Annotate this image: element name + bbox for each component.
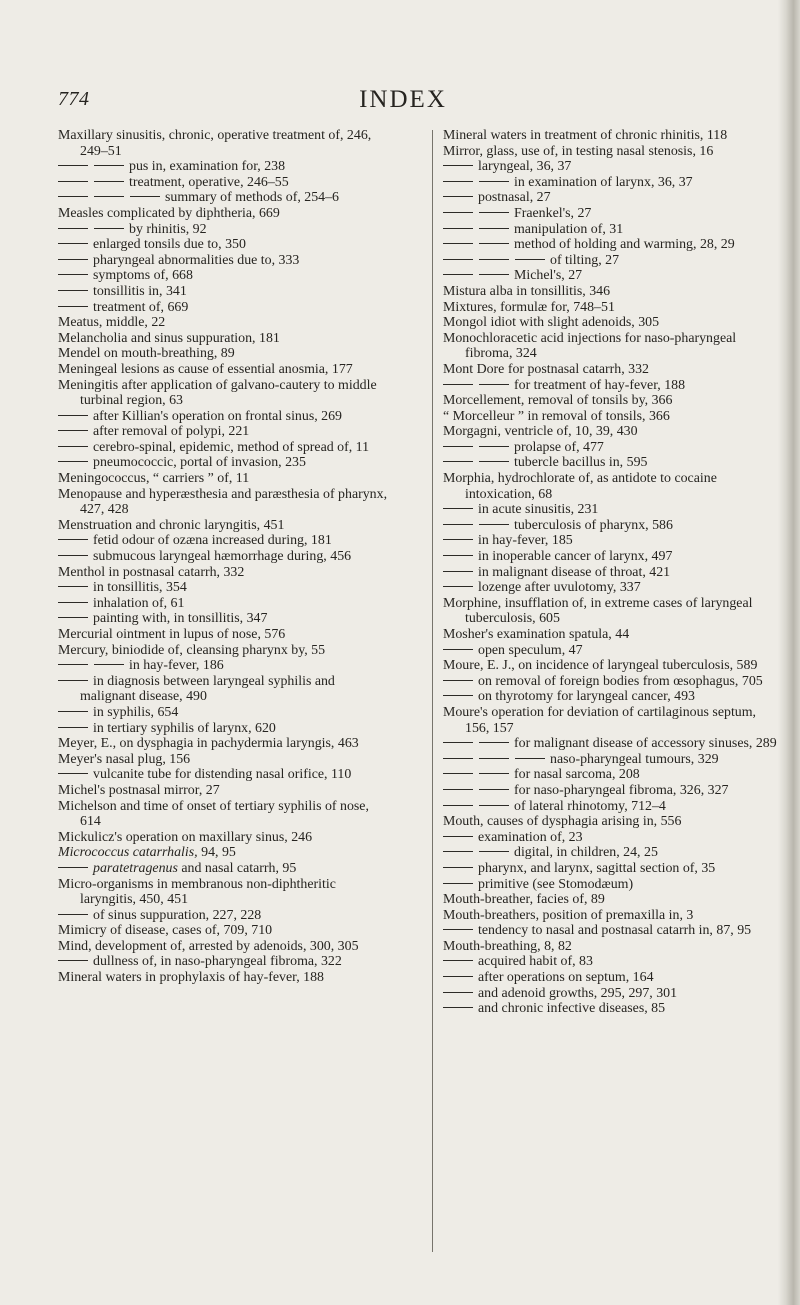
continuation-dash bbox=[94, 165, 124, 166]
index-entry bbox=[443, 378, 778, 394]
continuation-dash bbox=[58, 243, 88, 244]
continuation-dash bbox=[443, 524, 473, 525]
continuation-dash bbox=[58, 602, 88, 603]
index-entry-text: tuberculosis of pharynx, 586 bbox=[514, 517, 673, 533]
index-entry-text: painting with, in tonsillitis, 347 bbox=[93, 611, 268, 627]
index-entry bbox=[58, 237, 393, 253]
index-entry-text: Melancholia and sinus suppuration, 181 bbox=[58, 330, 280, 346]
continuation-dash bbox=[58, 290, 88, 291]
index-entry-text: in tertiary syphilis of larynx, 620 bbox=[93, 720, 276, 736]
index-entry-text: method of holding and warming, 28, 29 bbox=[514, 237, 735, 253]
continuation-dash bbox=[479, 758, 509, 759]
index-entry bbox=[58, 736, 393, 752]
index-entry bbox=[58, 128, 393, 159]
continuation-dash bbox=[479, 805, 509, 806]
index-entry-text: Monochloracetic acid injections for naso-pharyngeal fibroma, 324 bbox=[443, 330, 737, 362]
index-entry-text: Morphine, insufflation of, in extreme cases of laryngeal tuberculosis, 605 bbox=[443, 595, 753, 627]
index-entry bbox=[58, 222, 393, 238]
continuation-dash bbox=[58, 727, 88, 728]
index-entry bbox=[443, 705, 778, 736]
continuation-dash bbox=[443, 695, 473, 696]
index-entry bbox=[443, 440, 778, 456]
index-entry-text: of sinus suppuration, 227, 228 bbox=[93, 907, 262, 923]
continuation-dash bbox=[443, 758, 473, 759]
continuation-dash bbox=[479, 212, 509, 213]
index-entry bbox=[58, 783, 393, 799]
continuation-dash bbox=[58, 306, 88, 307]
index-entry bbox=[443, 315, 778, 331]
index-entry-text: and adenoid growths, 295, 297, 301 bbox=[478, 985, 678, 1001]
index-entry bbox=[58, 799, 393, 830]
index-entry-text: Mercurial ointment in lupus of nose, 576 bbox=[58, 627, 286, 642]
index-entry-text: pharyngeal abnormalities due to, 333 bbox=[93, 252, 300, 268]
continuation-dash bbox=[443, 274, 473, 275]
index-entry-text: by rhinitis, 92 bbox=[129, 221, 207, 237]
index-entry-text: Menopause and hyperæsthesia and paræsthesia of pharynx, 427, 428 bbox=[58, 486, 388, 518]
index-entry-text: dullness of, in naso-pharyngeal fibroma, 322 bbox=[93, 954, 342, 970]
index-entry-text: vulcanite tube for distending nasal orifice, 110 bbox=[93, 767, 352, 783]
index-entry bbox=[58, 300, 393, 316]
index-entry bbox=[443, 284, 778, 300]
continuation-dash bbox=[58, 228, 88, 229]
index-entry bbox=[58, 861, 393, 877]
index-entry-text: Mineral waters in treatment of chronic rhinitis, 118 bbox=[443, 128, 728, 143]
index-entry-text: tendency to nasal and postnasal catarrh in, 87, 95 bbox=[478, 923, 752, 939]
index-entry bbox=[58, 923, 393, 939]
page-header bbox=[58, 86, 748, 116]
index-entry bbox=[443, 658, 778, 674]
continuation-dash bbox=[443, 586, 473, 587]
index-entry-text: in tonsillitis, 354 bbox=[93, 580, 187, 596]
index-entry bbox=[58, 627, 393, 643]
continuation-dash bbox=[58, 415, 88, 416]
index-entry-text: Mixtures, formulæ for, 748–51 bbox=[443, 299, 615, 315]
index-entry bbox=[58, 752, 393, 768]
continuation-dash bbox=[479, 274, 509, 275]
index-entry-text: prolapse of, 477 bbox=[514, 439, 604, 455]
index-entry bbox=[443, 783, 778, 799]
index-entry bbox=[58, 455, 393, 471]
index-entry-text: in hay-fever, 186 bbox=[129, 658, 224, 674]
continuation-dash bbox=[58, 274, 88, 275]
index-entry bbox=[58, 409, 393, 425]
index-entry bbox=[443, 175, 778, 191]
index-entry-text: Mirror, glass, use of, in testing nasal stenosis, 16 bbox=[443, 143, 714, 159]
index-entry-text: Mercury, biniodide of, cleansing pharynx by, 55 bbox=[58, 642, 326, 658]
index-entry-text: pharynx, and larynx, sagittal section of, 35 bbox=[478, 860, 716, 876]
index-entry bbox=[443, 331, 778, 362]
index-entry bbox=[58, 268, 393, 284]
index-entry-text: for malignant disease of accessory sinuses, 289 bbox=[514, 736, 777, 752]
continuation-dash bbox=[58, 446, 88, 447]
index-entry-text: Micro-organisms in membranous non-diphtheritic laryngitis, 450, 451 bbox=[58, 876, 336, 908]
continuation-dash bbox=[443, 680, 473, 681]
index-entry bbox=[58, 674, 393, 705]
index-entry bbox=[443, 253, 778, 269]
index-entry bbox=[443, 814, 778, 830]
index-entry-text: Mineral waters in prophylaxis of hay-fever, 188 bbox=[58, 970, 324, 986]
index-entry bbox=[443, 845, 778, 861]
index-entry-text: Meyer, E., on dysphagia in pachydermia laryngis, 463 bbox=[58, 736, 359, 752]
index-entry bbox=[58, 346, 393, 362]
index-entry bbox=[443, 689, 778, 705]
index-entry-text: acquired habit of, 83 bbox=[478, 954, 593, 970]
continuation-dash bbox=[515, 259, 545, 260]
continuation-dash bbox=[443, 384, 473, 385]
index-entry bbox=[443, 799, 778, 815]
index-entry bbox=[58, 175, 393, 191]
continuation-dash bbox=[58, 539, 88, 540]
continuation-dash bbox=[58, 196, 88, 197]
index-entry bbox=[443, 424, 778, 440]
continuation-dash bbox=[479, 446, 509, 447]
index-entry bbox=[443, 300, 778, 316]
index-entry bbox=[443, 970, 778, 986]
index-entry bbox=[443, 736, 778, 752]
continuation-dash bbox=[94, 196, 124, 197]
index-entry bbox=[58, 518, 393, 534]
index-entry bbox=[58, 378, 393, 409]
index-entry-text: Mosher's examination spatula, 44 bbox=[443, 627, 630, 642]
index-entry-italic: paratetragenus bbox=[93, 860, 178, 876]
index-entry-text: manipulation of, 31 bbox=[514, 221, 624, 237]
index-entry-text: Michelson and time of onset of tertiary syphilis of nose, 614 bbox=[58, 798, 369, 830]
continuation-dash bbox=[479, 243, 509, 244]
index-entry bbox=[443, 362, 778, 378]
continuation-dash bbox=[94, 228, 124, 229]
index-entry-text: treatment of, 669 bbox=[93, 299, 189, 315]
index-entry-text: pneumococcic, portal of invasion, 235 bbox=[93, 455, 306, 471]
index-entry bbox=[443, 565, 778, 581]
index-entry bbox=[443, 627, 778, 643]
index-entry bbox=[443, 144, 778, 160]
continuation-dash bbox=[479, 773, 509, 774]
index-entry bbox=[443, 159, 778, 175]
index-entry-text: Moure's operation for deviation of cartilaginous septum, 156, 157 bbox=[443, 704, 757, 736]
index-entry-text: Maxillary sinusitis, chronic, operative treatment of, 246, 249–51 bbox=[58, 128, 372, 159]
index-entry bbox=[58, 424, 393, 440]
index-entry-text: of tilting, 27 bbox=[550, 252, 620, 268]
index-entry-text: for nasal sarcoma, 208 bbox=[514, 767, 640, 783]
index-entry-text: in diagnosis between laryngeal syphilis and malignant disease, 490 bbox=[80, 673, 335, 705]
index-entry bbox=[443, 861, 778, 877]
index-entry bbox=[443, 752, 778, 768]
continuation-dash bbox=[443, 976, 473, 977]
continuation-dash bbox=[58, 711, 88, 712]
index-entry-text: Mind, development of, arrested by adenoids, 300, 305 bbox=[58, 938, 359, 954]
continuation-dash bbox=[443, 1007, 473, 1008]
index-entry bbox=[443, 549, 778, 565]
continuation-dash bbox=[94, 181, 124, 182]
index-entry bbox=[58, 284, 393, 300]
index-entry bbox=[58, 471, 393, 487]
index-entry bbox=[443, 268, 778, 284]
index-entry-text: Mistura alba in tonsillitis, 346 bbox=[443, 283, 611, 299]
index-entry-text: after removal of polypi, 221 bbox=[93, 424, 250, 440]
continuation-dash bbox=[479, 461, 509, 462]
index-entry-text: in malignant disease of throat, 421 bbox=[478, 564, 671, 580]
index-entry-text: treatment, operative, 246–55 bbox=[129, 174, 289, 190]
index-entry bbox=[58, 331, 393, 347]
index-entry-text: for treatment of hay-fever, 188 bbox=[514, 377, 686, 393]
index-entry bbox=[58, 658, 393, 674]
index-entry-text: digital, in children, 24, 25 bbox=[514, 845, 658, 861]
index-entry-text: in acute sinusitis, 231 bbox=[478, 502, 599, 518]
index-entry bbox=[58, 190, 393, 206]
index-entry-text: Mongol idiot with slight adenoids, 305 bbox=[443, 315, 660, 331]
index-entry bbox=[58, 565, 393, 581]
continuation-dash bbox=[443, 851, 473, 852]
index-entry-text: after Killian's operation on frontal sinus, 269 bbox=[93, 408, 343, 424]
continuation-dash bbox=[443, 196, 473, 197]
continuation-dash bbox=[479, 789, 509, 790]
index-entry-text: in hay-fever, 185 bbox=[478, 533, 573, 549]
continuation-dash bbox=[443, 571, 473, 572]
index-entry-text: tonsillitis in, 341 bbox=[93, 283, 187, 299]
index-entry-text: enlarged tonsils due to, 350 bbox=[93, 237, 246, 253]
continuation-dash bbox=[443, 212, 473, 213]
index-entry bbox=[443, 986, 778, 1002]
index-entry bbox=[443, 409, 778, 425]
continuation-dash bbox=[443, 805, 473, 806]
index-entry-text: Moure, E. J., on incidence of laryngeal tuberculosis, 589 bbox=[443, 658, 758, 674]
index-entry-text: in inoperable cancer of larynx, 497 bbox=[478, 549, 673, 565]
index-entry bbox=[58, 877, 393, 908]
continuation-dash bbox=[443, 883, 473, 884]
index-entry-text: on thyrotomy for laryngeal cancer, 493 bbox=[478, 689, 695, 705]
continuation-dash bbox=[58, 914, 88, 915]
index-entry-text: tubercle bacillus in, 595 bbox=[514, 455, 648, 471]
index-entry-text: 94, 95 bbox=[197, 845, 236, 861]
index-entry bbox=[443, 393, 778, 409]
continuation-dash bbox=[58, 259, 88, 260]
index-entry bbox=[443, 518, 778, 534]
index-entry-text: Morcellement, removal of tonsils by, 366 bbox=[443, 393, 673, 409]
continuation-dash bbox=[443, 929, 473, 930]
index-entry bbox=[443, 767, 778, 783]
index-entry-text: Mendel on mouth-breathing, 89 bbox=[58, 346, 235, 362]
index-entry-text: examination of, 23 bbox=[478, 829, 583, 845]
index-entry bbox=[443, 190, 778, 206]
continuation-dash bbox=[479, 384, 509, 385]
continuation-dash bbox=[443, 742, 473, 743]
page-edge-shadow bbox=[778, 0, 800, 1305]
continuation-dash bbox=[58, 867, 88, 868]
index-entry bbox=[58, 580, 393, 596]
continuation-dash bbox=[443, 992, 473, 993]
continuation-dash bbox=[130, 196, 160, 197]
continuation-dash bbox=[443, 243, 473, 244]
continuation-dash bbox=[443, 228, 473, 229]
index-entry-text: Meningococcus, “ carriers ” of, 11 bbox=[58, 471, 250, 487]
index-entry bbox=[58, 596, 393, 612]
index-entry bbox=[58, 362, 393, 378]
continuation-dash bbox=[443, 181, 473, 182]
index-entry bbox=[58, 954, 393, 970]
continuation-dash bbox=[443, 960, 473, 961]
index-entry bbox=[443, 128, 778, 144]
index-entry-text: primitive (see Stomodæum) bbox=[478, 876, 634, 892]
continuation-dash bbox=[515, 758, 545, 759]
index-entry-text: Meningitis after application of galvano-cautery to middle turbinal region, 63 bbox=[58, 377, 377, 409]
continuation-dash bbox=[443, 446, 473, 447]
index-entry bbox=[443, 877, 778, 893]
continuation-dash bbox=[443, 789, 473, 790]
continuation-dash bbox=[479, 259, 509, 260]
index-entry bbox=[443, 596, 778, 627]
index-entry bbox=[443, 455, 778, 471]
index-entry-text: Mickulicz's operation on maxillary sinus, 246 bbox=[58, 829, 313, 845]
continuation-dash bbox=[443, 649, 473, 650]
page-number: 774 bbox=[58, 88, 90, 110]
index-entry-text: pus in, examination for, 238 bbox=[129, 159, 286, 175]
index-entry-text: fetid odour of ozæna increased during, 181 bbox=[93, 533, 332, 549]
index-entry bbox=[58, 845, 393, 861]
continuation-dash bbox=[58, 617, 88, 618]
index-entry bbox=[443, 923, 778, 939]
index-entry bbox=[58, 611, 393, 627]
index-entry-text: Fraenkel's, 27 bbox=[514, 205, 592, 221]
index-entry-text: laryngeal, 36, 37 bbox=[478, 159, 572, 175]
index-entry-text: symptoms of, 668 bbox=[93, 268, 193, 284]
index-entry bbox=[58, 721, 393, 737]
continuation-dash bbox=[58, 555, 88, 556]
index-entry-text: Measles complicated by diphtheria, 669 bbox=[58, 205, 280, 221]
continuation-dash bbox=[443, 836, 473, 837]
index-entry bbox=[58, 549, 393, 565]
index-column-left bbox=[58, 128, 393, 1248]
index-entry bbox=[58, 253, 393, 269]
index-entry-text: and nasal catarrh, 95 bbox=[177, 860, 297, 876]
continuation-dash bbox=[58, 773, 88, 774]
index-entry bbox=[58, 908, 393, 924]
index-entry-text: open speculum, 47 bbox=[478, 642, 583, 658]
continuation-dash bbox=[443, 867, 473, 868]
index-entry bbox=[58, 159, 393, 175]
index-entry bbox=[443, 533, 778, 549]
index-entry bbox=[443, 1001, 778, 1017]
index-entry bbox=[443, 580, 778, 596]
continuation-dash bbox=[443, 539, 473, 540]
index-entry-text: Mimicry of disease, cases of, 709, 710 bbox=[58, 923, 273, 939]
index-entry-text: cerebro-spinal, epidemic, method of spread of, 11 bbox=[93, 439, 370, 455]
continuation-dash bbox=[479, 851, 509, 852]
index-entry-text: and chronic infective diseases, 85 bbox=[478, 1001, 666, 1017]
continuation-dash bbox=[58, 680, 88, 681]
index-entry-text: Michel's postnasal mirror, 27 bbox=[58, 782, 220, 798]
continuation-dash bbox=[94, 664, 124, 665]
index-entry-text: Meatus, middle, 22 bbox=[58, 315, 166, 331]
continuation-dash bbox=[443, 508, 473, 509]
index-entry-text: Menthol in postnasal catarrh, 332 bbox=[58, 564, 245, 580]
index-entry-text: naso-pharyngeal tumours, 329 bbox=[550, 751, 719, 767]
index-entry-text: “ Morcelleur ” in removal of tonsils, 366 bbox=[443, 408, 670, 424]
index-entry bbox=[58, 830, 393, 846]
index-entry bbox=[443, 830, 778, 846]
continuation-dash bbox=[479, 524, 509, 525]
index-entry bbox=[443, 674, 778, 690]
continuation-dash bbox=[479, 228, 509, 229]
page-title: INDEX bbox=[359, 86, 447, 113]
index-entry bbox=[58, 315, 393, 331]
index-entry bbox=[443, 643, 778, 659]
index-entry-text: Mouth, causes of dysphagia arising in, 556 bbox=[443, 814, 682, 830]
index-entry bbox=[443, 892, 778, 908]
index-entry-text: inhalation of, 61 bbox=[93, 595, 185, 611]
index-entry-text: of lateral rhinotomy, 712–4 bbox=[514, 798, 666, 814]
index-entry bbox=[58, 206, 393, 222]
index-entry bbox=[443, 471, 778, 502]
index-entry-text: submucous laryngeal hæmorrhage during, 456 bbox=[93, 549, 352, 565]
index-entry bbox=[58, 440, 393, 456]
continuation-dash bbox=[58, 165, 88, 166]
continuation-dash bbox=[58, 461, 88, 462]
index-entry-text: on removal of foreign bodies from œsophagus, 705 bbox=[478, 673, 763, 689]
index-entry-text: Morgagni, ventricle of, 10, 39, 430 bbox=[443, 424, 638, 440]
index-column-right bbox=[443, 128, 778, 1248]
continuation-dash bbox=[58, 430, 88, 431]
index-entry bbox=[443, 502, 778, 518]
index-entry-text: Mouth-breathing, 8, 82 bbox=[443, 938, 572, 954]
index-entry bbox=[58, 533, 393, 549]
index-entry-text: in syphilis, 654 bbox=[93, 704, 179, 720]
continuation-dash bbox=[58, 181, 88, 182]
continuation-dash bbox=[443, 555, 473, 556]
index-entry bbox=[443, 908, 778, 924]
index-entry-text: Mouth-breathers, position of premaxilla in, 3 bbox=[443, 907, 694, 923]
index-entry bbox=[443, 954, 778, 970]
index-entry-text: in examination of larynx, 36, 37 bbox=[514, 174, 693, 190]
index-entry-text: Morphia, hydrochlorate of, as antidote to cocaine intoxication, 68 bbox=[443, 471, 717, 502]
continuation-dash bbox=[479, 742, 509, 743]
continuation-dash bbox=[443, 773, 473, 774]
index-entry bbox=[58, 487, 393, 518]
index-entry-text: Mont Dore for postnasal catarrh, 332 bbox=[443, 361, 649, 377]
continuation-dash bbox=[58, 960, 88, 961]
index-entry bbox=[58, 643, 393, 659]
index-entry-text: for naso-pharyngeal fibroma, 326, 327 bbox=[514, 782, 729, 798]
continuation-dash bbox=[443, 165, 473, 166]
index-entry bbox=[443, 222, 778, 238]
index-entry-text: Meningeal lesions as cause of essential anosmia, 177 bbox=[58, 361, 353, 377]
index-entry bbox=[58, 970, 393, 986]
continuation-dash bbox=[443, 461, 473, 462]
continuation-dash bbox=[443, 259, 473, 260]
continuation-dash bbox=[58, 586, 88, 587]
index-entry bbox=[443, 206, 778, 222]
column-divider bbox=[432, 130, 433, 1252]
index-entry-text: after operations on septum, 164 bbox=[478, 970, 654, 986]
index-entry bbox=[58, 767, 393, 783]
continuation-dash bbox=[58, 664, 88, 665]
index-entry bbox=[443, 237, 778, 253]
index-entry-text: Menstruation and chronic laryngitis, 451 bbox=[58, 517, 285, 533]
index-entry-text: Mouth-breather, facies of, 89 bbox=[443, 892, 605, 908]
index-entry-text: Michel's, 27 bbox=[514, 268, 583, 284]
index-entry-text: summary of methods of, 254–6 bbox=[165, 190, 339, 206]
index-entry bbox=[58, 705, 393, 721]
index-entry bbox=[443, 939, 778, 955]
continuation-dash bbox=[479, 181, 509, 182]
index-entry-text: Meyer's nasal plug, 156 bbox=[58, 751, 191, 767]
index-entry-italic: Micrococcus catarrhalis, bbox=[58, 845, 198, 861]
index-entry-text: lozenge after uvulotomy, 337 bbox=[478, 580, 641, 596]
index-entry bbox=[58, 939, 393, 955]
index-entry-text: postnasal, 27 bbox=[478, 190, 551, 206]
